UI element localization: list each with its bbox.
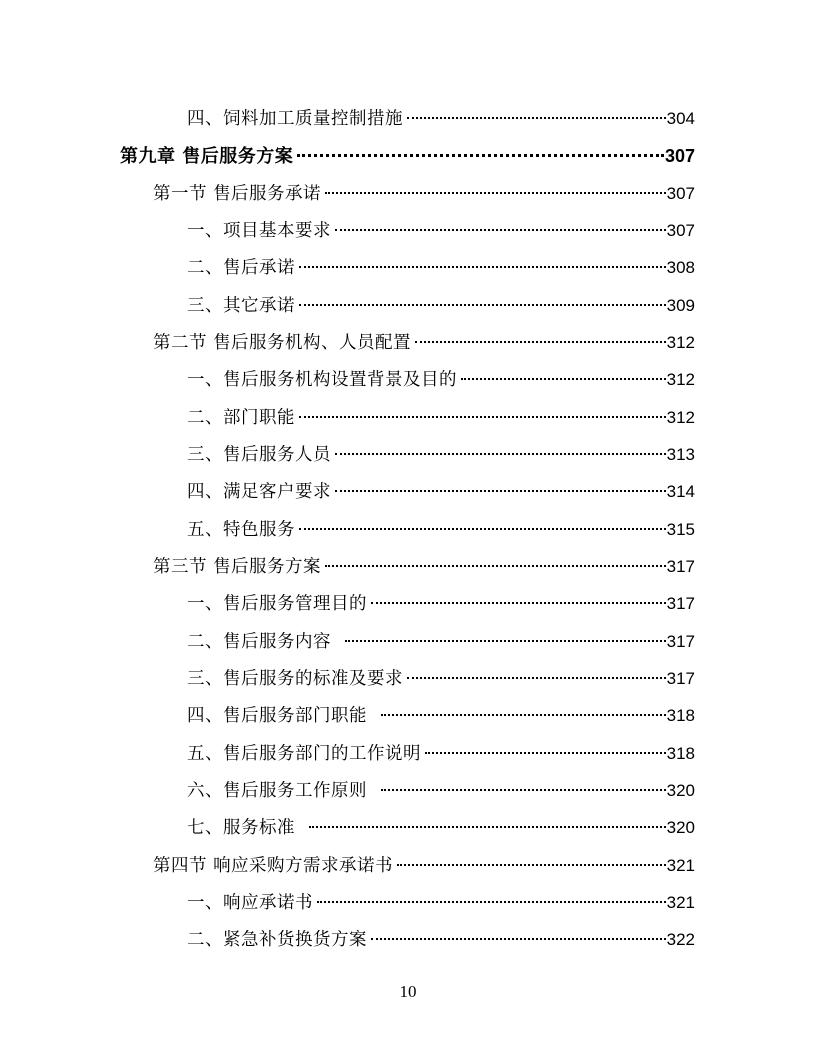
dot-leader (317, 901, 666, 903)
toc-entry-title: 一、售后服务机构设置背景及目的 (187, 370, 457, 390)
toc-entry[interactable] (187, 288, 695, 324)
toc-entry[interactable] (187, 698, 695, 734)
toc-entry-page: 307 (664, 146, 695, 166)
toc-entry[interactable] (187, 362, 695, 398)
toc-entry[interactable] (187, 624, 695, 660)
dot-leader (309, 826, 666, 828)
dot-leader (461, 378, 666, 380)
dot-leader (407, 117, 666, 119)
toc-entry[interactable] (187, 213, 695, 249)
dot-leader (297, 154, 664, 157)
dot-leader (299, 266, 666, 268)
toc-entry[interactable] (187, 437, 695, 473)
dot-leader (381, 789, 666, 791)
toc-entry-page: 315 (666, 520, 695, 539)
toc-entry-title: 二、售后服务内容 (187, 632, 331, 652)
toc-entry[interactable] (187, 885, 695, 921)
toc-entry[interactable] (187, 512, 695, 548)
toc-entry-page: 307 (666, 221, 695, 240)
dot-leader (407, 677, 666, 679)
toc-entry-title: 七、服务标准 (187, 818, 295, 838)
toc-entry-page: 321 (666, 893, 695, 912)
dot-leader (371, 602, 666, 604)
dot-leader (299, 304, 666, 306)
toc-entry-title: 三、售后服务的标准及要求 (187, 669, 403, 689)
dot-leader (381, 714, 666, 716)
dot-leader (325, 565, 666, 567)
toc-entry[interactable] (187, 250, 695, 286)
dot-leader (335, 490, 666, 492)
toc-entry-title: 三、售后服务人员 (187, 445, 331, 465)
toc-entry-title: 二、售后承诺 (187, 258, 295, 278)
toc-entry-page: 318 (666, 706, 695, 725)
dot-leader (415, 341, 666, 343)
toc-entry[interactable] (187, 810, 695, 846)
toc-entry[interactable] (187, 773, 695, 809)
toc-entry-title: 第一节 售后服务承诺 (153, 184, 322, 204)
toc-entry-page: 317 (666, 594, 695, 613)
toc-entry[interactable] (187, 101, 695, 137)
page-number: 10 (399, 982, 417, 1001)
toc-entry-page: 308 (666, 258, 695, 277)
toc-entry-title: 一、售后服务管理目的 (187, 594, 367, 614)
toc-entry-page: 322 (666, 930, 695, 949)
toc-entry-title: 第三节 售后服务方案 (153, 557, 322, 577)
toc-section[interactable] (153, 325, 695, 361)
toc-entry[interactable] (187, 736, 695, 772)
dot-leader (335, 229, 666, 231)
toc-entry-title: 一、响应承诺书 (187, 893, 313, 913)
dot-leader (299, 416, 666, 418)
toc-entry-page: 307 (666, 184, 695, 203)
dot-leader (345, 640, 666, 642)
toc-entry-page: 304 (666, 109, 695, 128)
dot-leader (335, 453, 666, 455)
toc-section[interactable] (153, 176, 695, 212)
toc-entry-page: 309 (666, 296, 695, 315)
toc-entry-title: 二、部门职能 (187, 408, 295, 428)
dot-leader (397, 864, 666, 866)
toc-entry-title: 一、项目基本要求 (187, 221, 331, 241)
toc-entry-title: 二、紧急补货换货方案 (187, 930, 367, 950)
dot-leader (299, 528, 666, 530)
toc-section[interactable] (153, 549, 695, 585)
toc-entry-title: 四、售后服务部门职能 (187, 706, 367, 726)
toc-entry-title: 四、饲料加工质量控制措施 (187, 109, 403, 129)
toc-entry-title: 第九章 售后服务方案 (120, 146, 294, 167)
toc-entry-title: 四、满足客户要求 (187, 482, 331, 502)
toc-entry[interactable] (187, 922, 695, 958)
toc-entry-page: 320 (666, 781, 695, 800)
toc-entry-title: 六、售后服务工作原则 (187, 781, 367, 801)
toc-chapter[interactable] (120, 138, 695, 174)
dot-leader (325, 192, 666, 194)
toc-entry-title: 第二节 售后服务机构、人员配置 (153, 333, 412, 353)
toc-entry-page: 317 (666, 632, 695, 651)
toc-entry-title: 五、特色服务 (187, 520, 295, 540)
toc-entry[interactable] (187, 661, 695, 697)
dot-leader (371, 938, 666, 940)
toc-entry-page: 312 (666, 333, 695, 352)
toc-entry-page: 313 (666, 445, 695, 464)
toc-entry-page: 317 (666, 557, 695, 576)
toc-entry[interactable] (187, 586, 695, 622)
toc-entry[interactable] (187, 474, 695, 510)
toc-entry-page: 321 (666, 856, 695, 875)
toc-entry-page: 312 (666, 408, 695, 427)
toc-entry-title: 三、其它承诺 (187, 296, 295, 316)
toc-section[interactable] (153, 848, 695, 884)
toc-entry-page: 318 (666, 744, 695, 763)
toc-entry[interactable] (187, 400, 695, 436)
toc-entry-title: 五、售后服务部门的工作说明 (187, 744, 421, 764)
dot-leader (425, 752, 666, 754)
toc-entry-page: 317 (666, 669, 695, 688)
toc-entry-page: 312 (666, 370, 695, 389)
toc-entry-page: 320 (666, 818, 695, 837)
toc-entry-page: 314 (666, 482, 695, 501)
toc-entry-title: 第四节 响应采购方需求承诺书 (153, 856, 394, 876)
